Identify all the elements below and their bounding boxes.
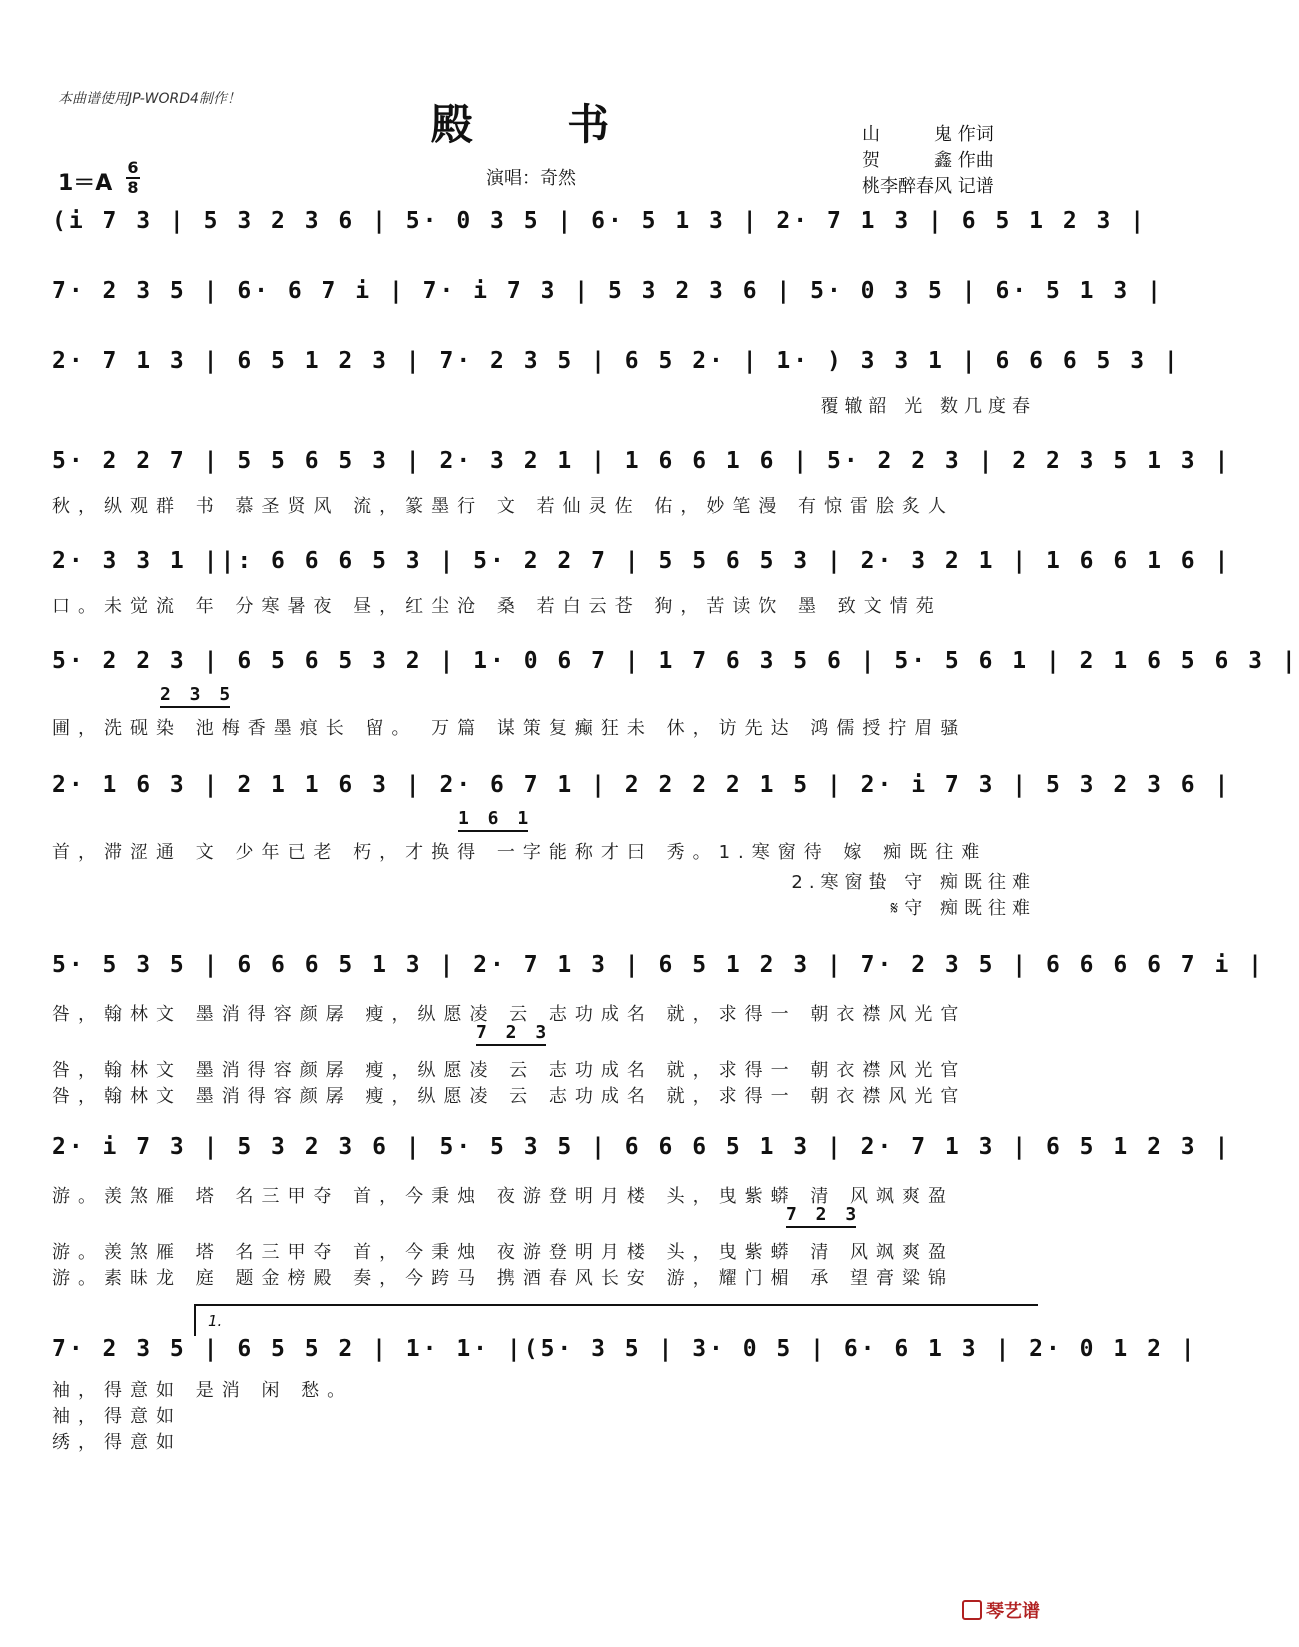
notation-line: 2· i 7 3 | 5 3 2 3 6 | 5· 5 3 5 | 6 6 6 5 1 3 | 2· 7 1 3 | 6 5 1 2 3 | [52,1134,1232,1160]
lyric-line: 咎，翰林文 墨消得容颜孱 瘦，纵愿凌 云 志功成名 就，求得一 朝衣襟风光官 [52,1004,967,1025]
notation-line: 5· 5 3 5 | 6 6 6 5 1 3 | 2· 7 1 3 | 6 5 1 2 3 | 7· 2 3 5 | 6 6 6 6 7 i | [52,952,1265,978]
transcriber: 桃李醉春风 记谱 [862,176,994,197]
lyric-line: 咎，翰林文 墨消得容颜孱 瘦，纵愿凌 云 志功成名 就，求得一 朝衣襟风光官 [52,1060,967,1081]
lyric-line: 首，滞涩通 文 少年已老 朽，才换得 一字能称才曰 秀。1.寒窗待 嫁 痴既往难 [52,842,988,863]
lyric-line: 咎，翰林文 墨消得容颜孱 瘦，纵愿凌 云 志功成名 就，求得一 朝衣襟风光官 [52,1086,967,1107]
lyric-line: 袖，得意如 [52,1406,182,1427]
notation-line: 5· 2 2 3 | 6 5 6 5 3 2 | 1· 0 6 7 | 1 7 6 3 5 6 | 5· 5 6 1 | 2 1 6 5 6 3 | [52,648,1299,674]
composer: 贺 鑫 作曲 [862,150,994,171]
song-title: 殿 书 [430,100,650,149]
notation-line: 2· 7 1 3 | 6 5 1 2 3 | 7· 2 3 5 | 6 5 2· | 1· ) 3 3 1 | 6 6 6 5 3 | [52,348,1181,374]
notation-line: 5· 2 2 7 | 5 5 6 5 3 | 2· 3 2 1 | 1 6 6 1 6 | 5· 2 2 3 | 2 2 3 5 1 3 | [52,448,1232,474]
volta-label: 1. [208,1312,223,1330]
software-credit: 本曲谱使用JP-WORD4制作！ [58,91,241,107]
lyric-line: 游。素昧龙 庭 题金榜殿 奏，今跨马 携酒春风长安 游，耀门楣 承 望膏粱锦 [52,1268,955,1289]
watermark-text: 琴艺谱 [986,1601,1040,1622]
alternate-notes: 7 2 3 [786,1204,861,1225]
lyric-line: 秋，纵观群 书 慕圣贤风 流，篆墨行 文 若仙灵佐 佑，妙笔漫 有惊雷脍炙人 [52,496,955,517]
lyric-line: 袖，得意如 是消 闲 愁。 [52,1380,354,1401]
lyric-line: 覆辙韶 光 数几度春 [820,396,1036,417]
key-signature: 1＝A [58,171,113,196]
volta-bracket [194,1304,1038,1336]
alternate-notes: 2 3 5 [160,684,235,705]
singer: 演唱：奇然 [486,168,576,189]
lyricist: 山 鬼 作词 [862,124,994,145]
time-signature [126,160,140,196]
logo-icon [962,1600,982,1620]
notation-line: 7· 2 3 5 | 6 5 5 2 | 1· 1· |(5· 3 5 | 3· 0 5 | 6· 6 1 3 | 2· 0 1 2 | [52,1336,1198,1362]
notation-line: 2· 3 3 1 ||: 6 6 6 5 3 | 5· 2 2 7 | 5 5 6 5 3 | 2· 3 2 1 | 1 6 6 1 6 | [52,548,1232,574]
meter-top: 6 [127,158,139,177]
lyric-line: 游。羡煞雁 塔 名三甲夺 首，今秉烛 夜游登明月楼 头，曳紫蟒 清 风飒爽盈 [52,1186,955,1207]
notation-line: (i 7 3 | 5 3 2 3 6 | 5· 0 3 5 | 6· 5 1 3 | 2· 7 1 3 | 6 5 1 2 3 | [52,208,1148,234]
watermark-logo [962,1597,1040,1623]
lyric-line: 绣，得意如 [52,1432,182,1453]
lyric-line: 游。羡煞雁 塔 名三甲夺 首，今秉烛 夜游登明月楼 头，曳紫蟒 清 风飒爽盈 [52,1242,955,1263]
lyric-line: 口。未觉流 年 分寒暑夜 昼，红尘沧 桑 若白云苍 狗，苦读饮 墨 致文情苑 [52,596,942,617]
notation-line: 7· 2 3 5 | 6· 6 7 i | 7· i 7 3 | 5 3 2 3 6 | 5· 0 3 5 | 6· 5 1 3 | [52,278,1164,304]
lyric-line: 𝄋守 痴既往难 [890,898,1036,919]
lyric-line: 2.寒窗蛰 守 痴既往难 [791,872,1036,893]
meter-bottom: 8 [127,178,139,197]
notation-line: 2· 1 6 3 | 2 1 1 6 3 | 2· 6 7 1 | 2 2 2 2 1 5 | 2· i 7 3 | 5 3 2 3 6 | [52,772,1232,798]
alternate-notes: 1 6 1 [458,808,533,829]
lyric-line: 圃，洗砚染 池梅香墨痕长 留。 万篇 谋策复癫狂未 休，访先达 鸿儒授拧眉骚 [52,718,967,739]
alternate-notes: 7 2 3 [476,1022,551,1043]
authors-block [862,122,1032,200]
